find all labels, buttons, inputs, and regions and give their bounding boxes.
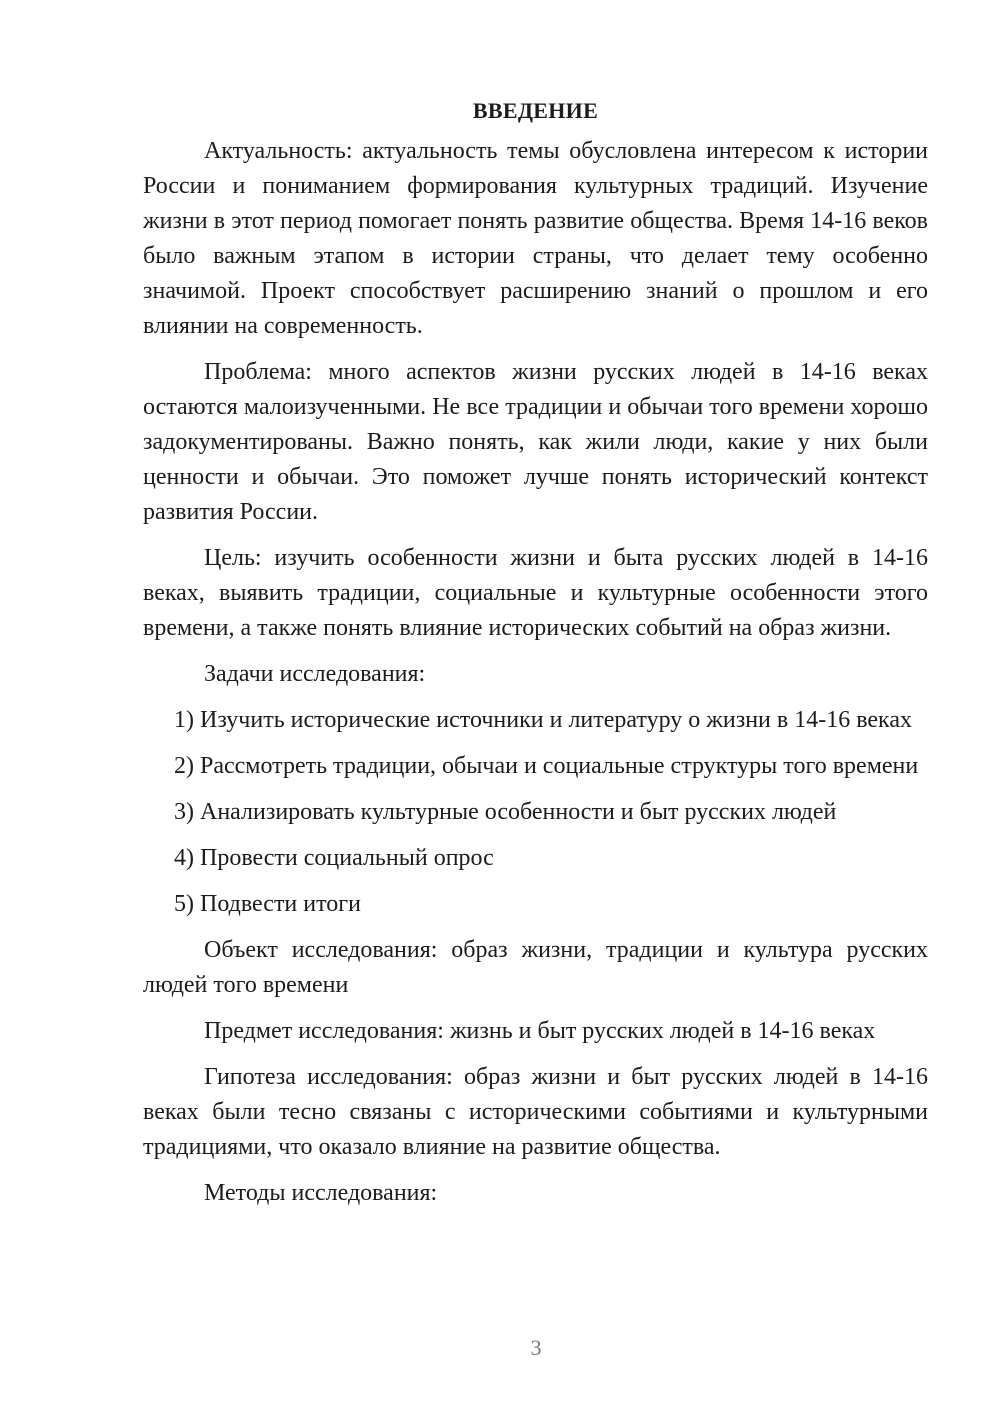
task-item-3: 3) Анализировать культурные особенности и быт русских людей bbox=[174, 799, 837, 825]
hypothesis-paragraph: Гипотеза исследования: образ жизни и быт русских людей в 14-16 веках были тесно связаны с историческими событиями и культурными традициями, что оказало влияние на развитие общества. bbox=[143, 1064, 928, 1160]
relevance-paragraph: Актуальность: актуальность темы обусловлена интересом к истории России и пониманием формирования культурных традиций. Изучение жизни в этот период помогает понять развитие общества. Время 14-16 веков было важным этапом в истории страны, что делает тему особенно значимой. Проект способствует расширению знаний о прошлом и его влиянии на современность. bbox=[143, 138, 928, 339]
methods-heading: Методы исследования: bbox=[204, 1180, 438, 1206]
tasks-heading: Задачи исследования: bbox=[204, 661, 426, 687]
problem-paragraph: Проблема: много аспектов жизни русских людей в 14-16 веках остаются малоизученными. Не все традиции и обычаи того времени хорошо задокументированы. Важно понять, как жили люди, какие у них были ценности и обычаи. Это поможет лучше понять исторический контекст развития России. bbox=[143, 359, 928, 525]
subject-paragraph: Предмет исследования: жизнь и быт русских людей в 14-16 веках bbox=[204, 1018, 876, 1044]
section-title: ВВЕДЕНИЕ bbox=[472, 98, 599, 123]
goal-paragraph: Цель: изучить особенности жизни и быта русских людей в 14-16 веках, выявить традиции, социальные и культурные особенности этого времени, а также понять влияние исторических событий на образ жизни. bbox=[143, 545, 928, 641]
task-item-2: 2) Рассмотреть традиции, обычаи и социальные структуры того времени bbox=[174, 753, 919, 779]
task-item-5: 5) Подвести итоги bbox=[174, 891, 361, 917]
page-number: 3 bbox=[530, 1335, 542, 1360]
object-paragraph: Объект исследования: образ жизни, традиции и культура русских людей того времени bbox=[143, 937, 928, 998]
task-item-1: 1) Изучить исторические источники и литературу о жизни в 14-16 веках bbox=[174, 707, 912, 733]
page-content bbox=[143, 93, 928, 1222]
task-item-4: 4) Провести социальный опрос bbox=[174, 845, 494, 871]
